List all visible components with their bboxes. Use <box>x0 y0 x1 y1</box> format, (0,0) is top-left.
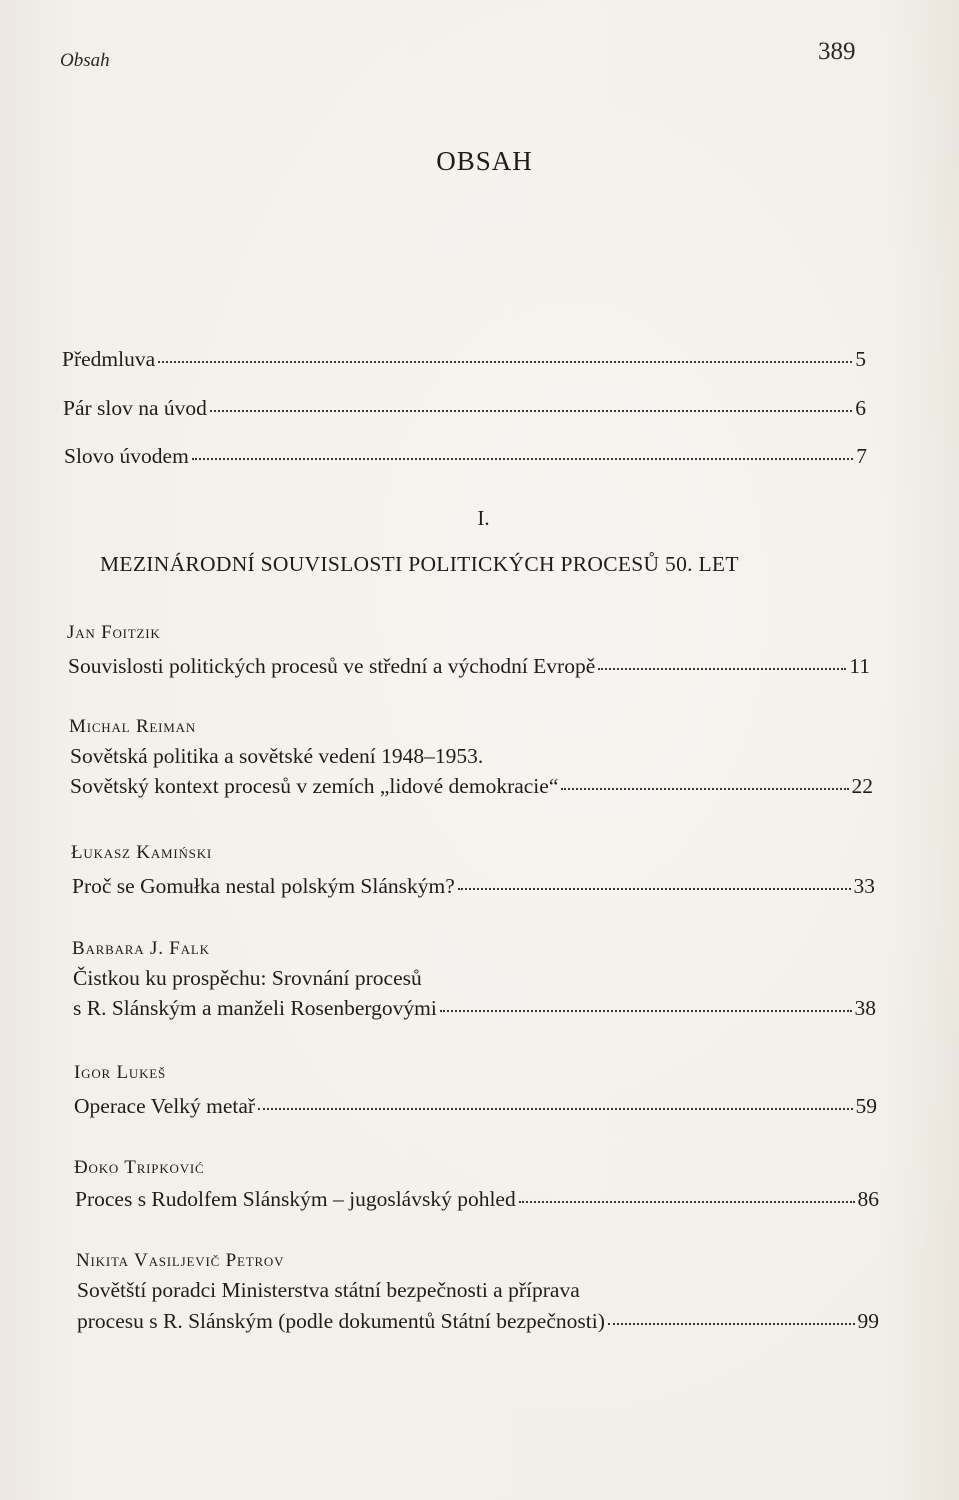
toc-entry-title: Pár slov na úvod <box>63 395 207 420</box>
toc-entry-slovo-uvodem <box>64 441 867 469</box>
toc-entry-title: Proč se Gomułka nestal polským Slánským? <box>72 873 455 898</box>
toc-entry-page: 7 <box>856 443 867 468</box>
toc-entry-title-line: Čistkou ku prospěchu: Srovnání procesů <box>73 966 422 990</box>
dot-leader <box>608 1306 855 1328</box>
toc-entry-page: 38 <box>854 995 876 1020</box>
toc-entry <box>77 1306 879 1334</box>
toc-entry-title: Operace Velký metař <box>74 1093 256 1118</box>
entry-author: Igor Lukeš <box>74 1062 167 1083</box>
dot-leader <box>210 393 852 415</box>
toc-entry-title: Předmluva <box>62 346 156 371</box>
toc-entry-title: s R. Slánským a manželi Rosenbergovými <box>73 995 437 1020</box>
page-number: 389 <box>818 38 856 65</box>
toc-entry <box>73 993 876 1021</box>
dot-leader <box>519 1184 855 1206</box>
dot-leader <box>258 1091 852 1113</box>
toc-entry-page: 33 <box>853 873 875 898</box>
entry-author: Łukasz Kamiński <box>71 842 213 863</box>
toc-entry-title-line: Sovětská politika a sovětské vedení 1948–1953. <box>70 744 484 768</box>
toc-entry <box>70 771 873 799</box>
dot-leader <box>598 651 846 673</box>
page-title: OBSAH <box>436 146 533 176</box>
toc-entry-page: 22 <box>851 773 873 798</box>
toc-entry-title: Souvislosti politických procesů ve střední a východní Evropě <box>68 653 596 678</box>
section-title: MEZINÁRODNÍ SOUVISLOSTI POLITICKÝCH PROCESŮ 50. LET <box>100 552 739 576</box>
dot-leader <box>561 771 848 793</box>
toc-entry-predmluva <box>62 344 866 372</box>
toc-entry-title-line: Sovětští poradci Ministerstva státní bezpečnosti a příprava <box>77 1278 580 1302</box>
toc-entry-par-slov <box>63 393 866 421</box>
entry-author: Jan Foitzik <box>67 622 161 643</box>
toc-entry-title: procesu s R. Slánským (podle dokumentů Státní bezpečnosti) <box>77 1308 605 1333</box>
dot-leader <box>192 441 853 463</box>
toc-entry-page: 11 <box>849 653 870 678</box>
dot-leader <box>158 344 852 366</box>
entry-author: Đoko Tripković <box>74 1157 205 1178</box>
entry-author: Michal Reiman <box>69 716 197 737</box>
toc-entry-page: 99 <box>857 1308 879 1333</box>
toc-entry-title: Slovo úvodem <box>64 443 189 468</box>
toc-entry-page: 5 <box>855 346 866 371</box>
toc-entry-page: 86 <box>857 1186 879 1211</box>
toc-entry-page: 6 <box>855 395 866 420</box>
toc-entry-title: Proces s Rudolfem Slánským – jugoslávský pohled <box>75 1186 516 1211</box>
toc-entry <box>75 1184 879 1212</box>
toc-entry <box>68 651 870 679</box>
entry-author: Nikita Vasiljevič Petrov <box>76 1250 285 1271</box>
toc-entry <box>74 1091 877 1119</box>
toc-entry-page: 59 <box>855 1093 877 1118</box>
running-head: Obsah <box>60 50 110 71</box>
dot-leader <box>440 993 852 1015</box>
dot-leader <box>458 871 851 893</box>
toc-entry <box>72 871 875 899</box>
entry-author: Barbara J. Falk <box>72 938 210 959</box>
section-number: I. <box>477 506 490 530</box>
toc-entry-title: Sovětský kontext procesů v zemích „lidové demokracie“ <box>70 773 559 798</box>
